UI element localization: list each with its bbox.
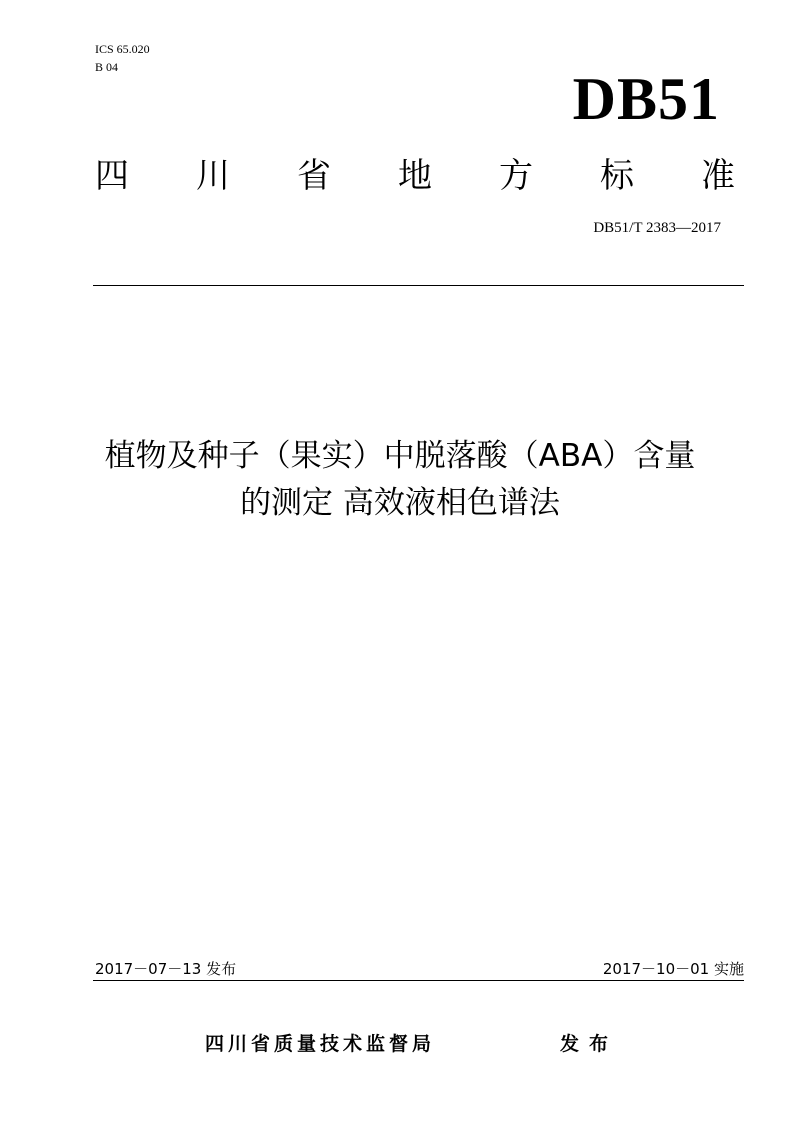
- standard-type-char: 省: [297, 156, 331, 196]
- standard-number: DB51/T 2383—2017: [593, 220, 721, 236]
- document-title-line-2: 的测定 高效液相色谱法: [240, 485, 560, 521]
- bottom-divider: [93, 980, 744, 981]
- publish-label: 发布: [560, 1033, 619, 1055]
- issue-date: 2017－07－13 发布: [95, 960, 237, 978]
- document-title-line-1: 植物及种子（果实）中脱落酸（ABA）含量: [104, 438, 696, 474]
- implementation-date: 2017－10－01 实施: [602, 960, 744, 978]
- standard-type-char: 方: [499, 156, 533, 196]
- standard-type-char: 准: [701, 156, 735, 196]
- standard-type-char: 标: [600, 156, 634, 196]
- standard-type-char: 川: [196, 156, 230, 196]
- ics-code: ICS 65.020: [95, 42, 150, 56]
- standard-type-char: 四: [95, 156, 129, 196]
- standard-type: [95, 154, 735, 198]
- classification-code: B 04: [95, 60, 119, 74]
- standard-type-char: 地: [398, 156, 432, 196]
- top-divider: [93, 285, 744, 286]
- publisher-name: 四川省质量技术监督局: [205, 1033, 436, 1055]
- db51-logo: DB51: [572, 66, 720, 132]
